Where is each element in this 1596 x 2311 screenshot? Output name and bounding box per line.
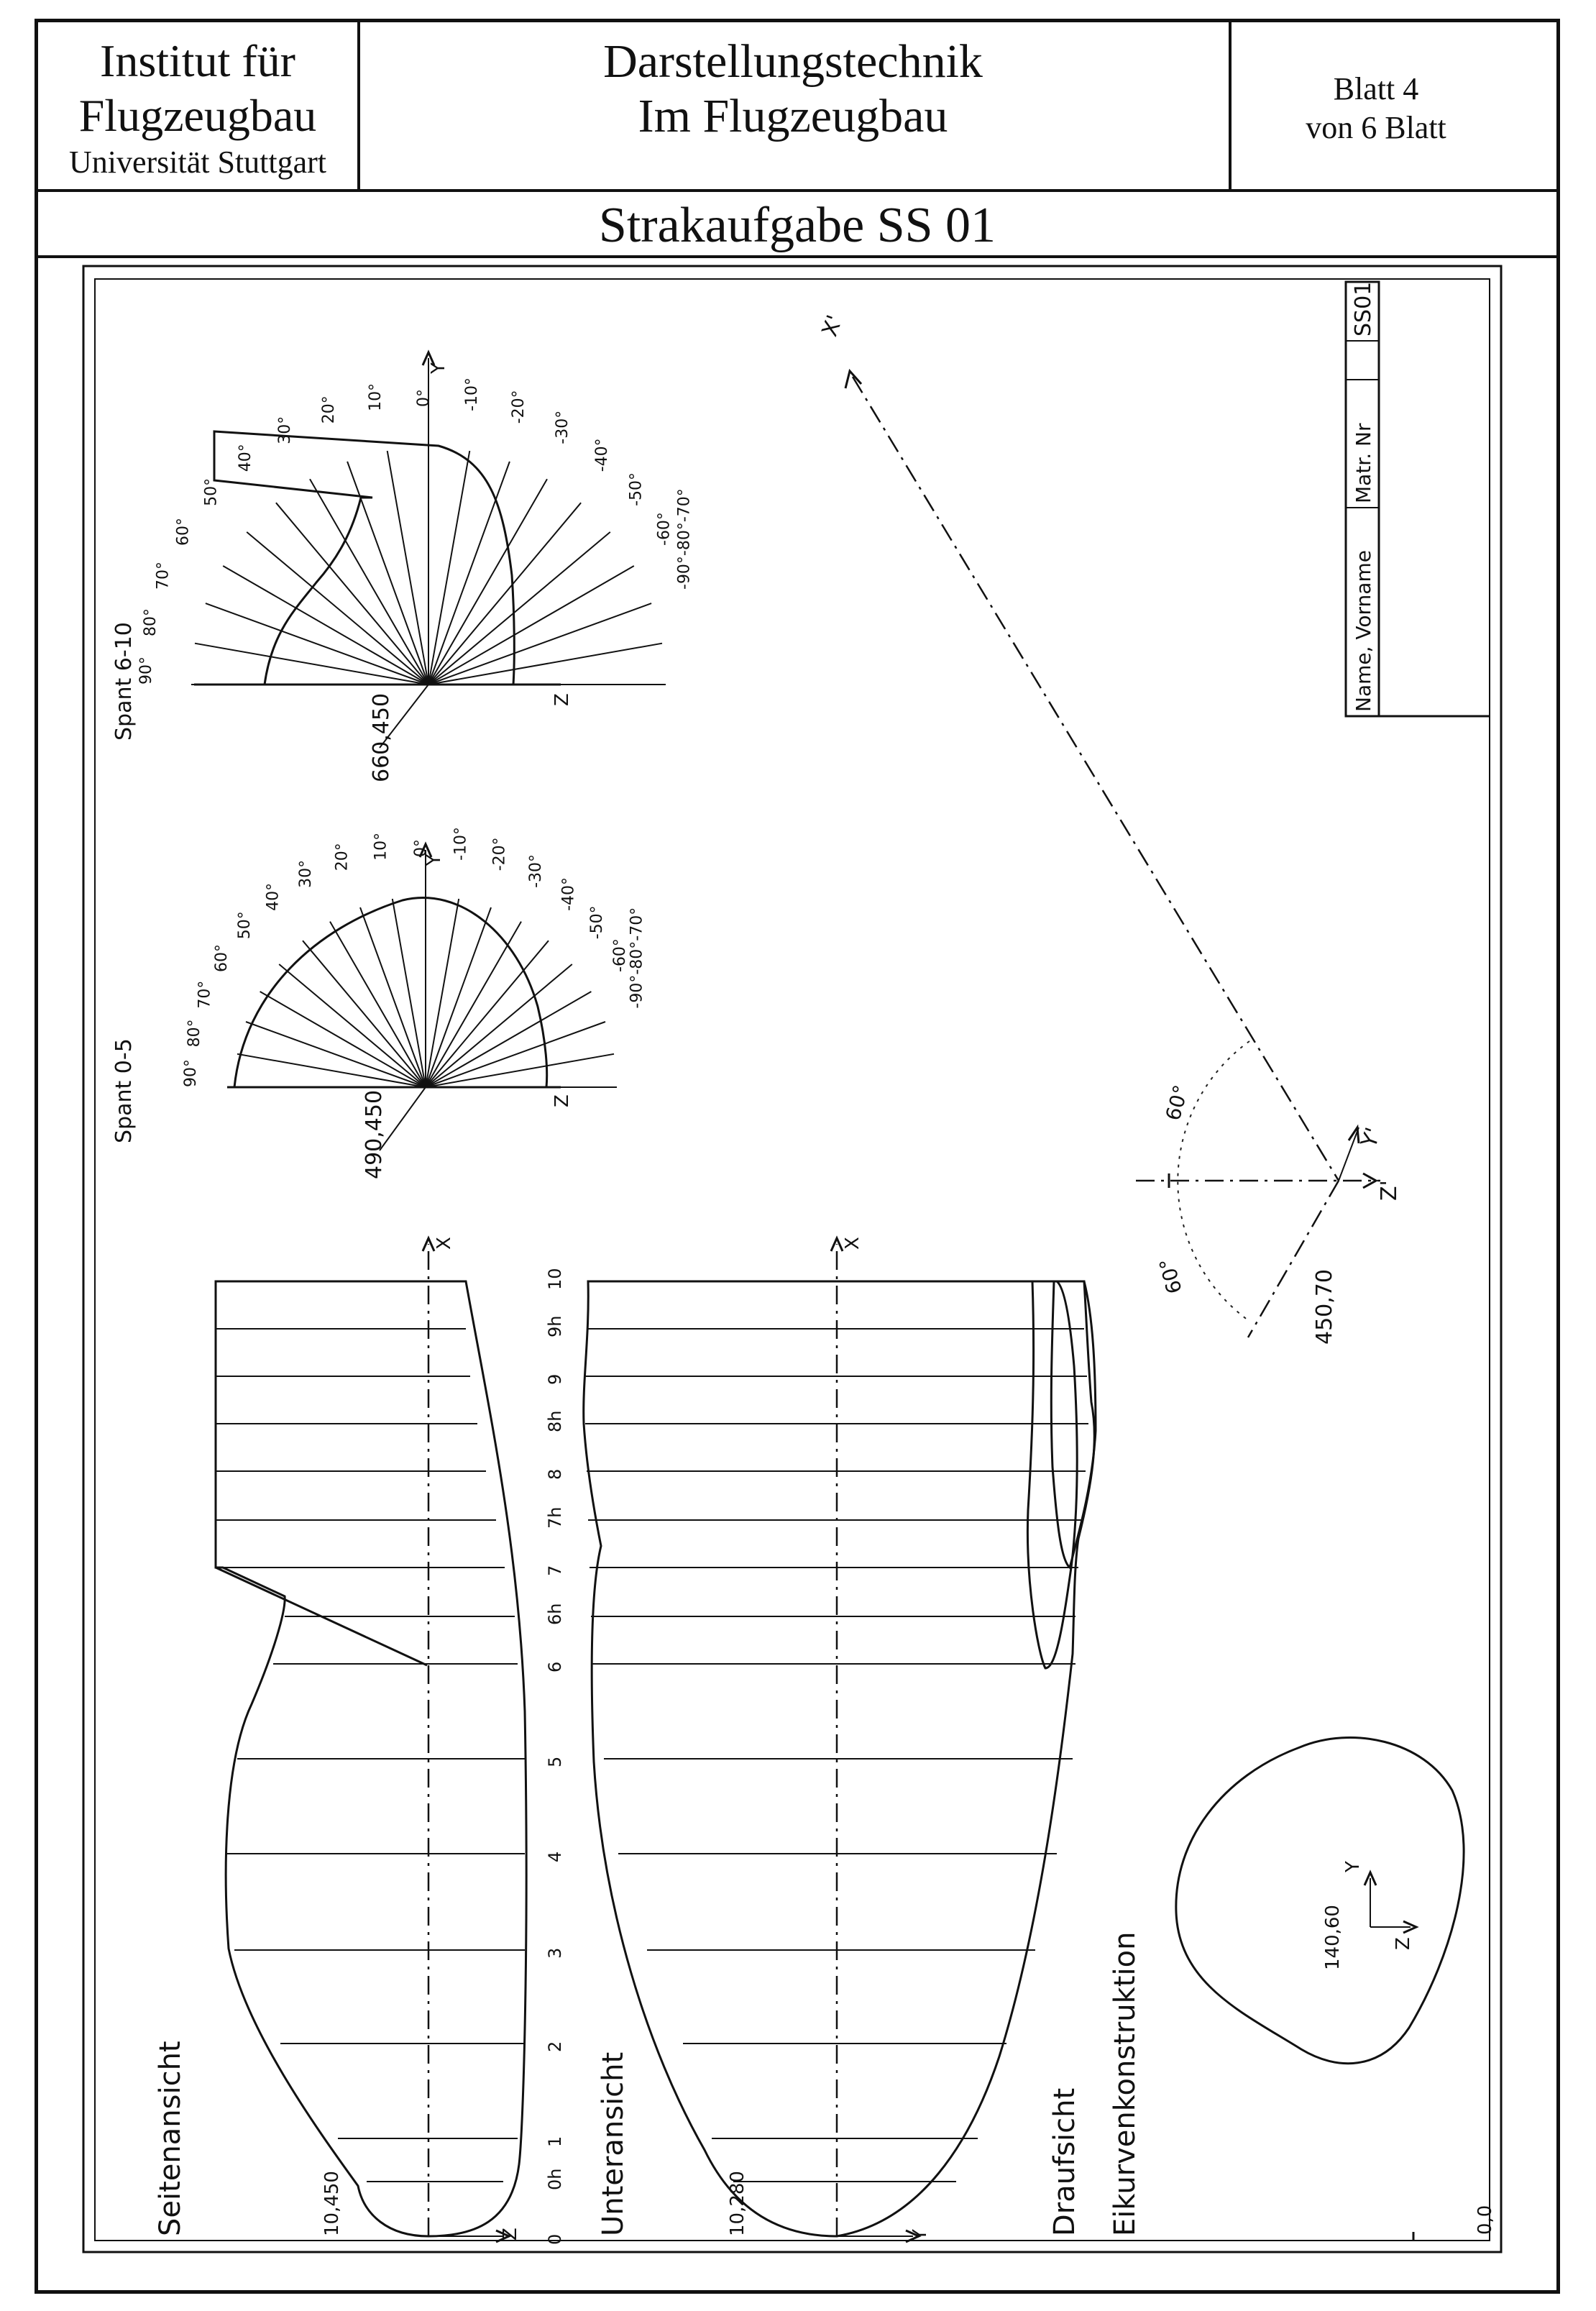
station-label: 7 (545, 1565, 565, 1576)
ellipse-construction-label: Eikurvenkonstruktion (1109, 1931, 1142, 2236)
origin-corner-label: 0,0 (1475, 2205, 1496, 2235)
station-label: 9 (545, 1373, 565, 1385)
course-title: Darstellungstechnik (603, 35, 983, 88)
axis-origin-label: 450,70 (1312, 1269, 1337, 1345)
angle-label: 80° (185, 1019, 203, 1048)
angle-label: -20° (510, 390, 528, 424)
station-label: 0h (545, 2168, 565, 2190)
angle-label: -60° (611, 938, 630, 972)
angle-label: 50° (202, 477, 221, 506)
axis-y-label: Y (428, 362, 449, 374)
angle-label: -40° (593, 438, 612, 472)
angle-label: 90° (137, 656, 155, 685)
top-view-label: Draufsicht (1048, 2087, 1081, 2236)
axis-y-label: Y (423, 854, 445, 866)
angle-label: 40° (236, 444, 254, 472)
egg-curve (1176, 1738, 1464, 2064)
angle-label: 50° (235, 911, 254, 940)
bottom-view (584, 1237, 1142, 2242)
angle-label: 30° (297, 859, 315, 888)
axis-x-label: X (842, 1237, 863, 1250)
university-name: Universität Stuttgart (68, 145, 327, 180)
station-labels (545, 1268, 565, 2245)
station-label: 5 (545, 1756, 565, 1767)
side-view-label: Seitenansicht (154, 2041, 187, 2236)
course-title: Im Flugzeugbau (638, 90, 948, 142)
bottom-view-origin: 10,280 (727, 2171, 748, 2236)
angle-label: 30° (276, 416, 294, 444)
axis-z-prime-label: Z' (1377, 1180, 1402, 1201)
angle-label: -90°-80°-70° (628, 907, 646, 1009)
station-label: 8h (545, 1410, 565, 1432)
axis-z-label: Z (551, 693, 573, 706)
angle-label: 20° (320, 395, 338, 424)
axis-y-prime-label: Y' (1356, 1124, 1387, 1151)
station-label: 2 (545, 2041, 565, 2052)
egg-origin-label: 140,60 (1322, 1905, 1344, 1970)
angle-label: 90° (182, 1059, 200, 1087)
angle-label: 0° (412, 839, 430, 857)
angle-label: -40° (559, 877, 578, 911)
institute-name: Institut für (100, 35, 295, 86)
matr-field-label: Matr. Nr (1352, 423, 1375, 503)
angle-label: 10° (372, 832, 390, 861)
bottom-view-label: Unteransicht (597, 2051, 630, 2236)
angle-bottom-label: 60° (1155, 1255, 1187, 1296)
angle-label: 40° (264, 882, 283, 911)
station-label: 6h (545, 1603, 565, 1625)
station-label: 6 (545, 1661, 565, 1672)
angle-label: -90°-80°-70° (675, 488, 694, 590)
station-label: 4 (545, 1851, 565, 1862)
angle-label: 10° (367, 383, 385, 411)
station-label: 10 (545, 1268, 565, 1290)
sheet-number: Blatt 4 (1333, 71, 1419, 106)
angle-label: -10° (451, 826, 470, 861)
angle-label: -10° (463, 377, 481, 411)
axis-z-label: Z (500, 2228, 521, 2241)
angle-label: 70° (196, 980, 214, 1009)
station-label: 9h (545, 1315, 565, 1337)
institute-name: Flugzeugbau (78, 90, 317, 141)
station-label: 1 (545, 2136, 565, 2147)
spant-upper-rosette (111, 352, 694, 782)
angle-label: -30° (527, 854, 545, 888)
name-box (1346, 282, 1490, 716)
axis-y-label: Y (1342, 1861, 1364, 1872)
spant-upper-label: Spant 6-10 (111, 622, 137, 741)
angle-label: 80° (141, 608, 160, 636)
axis-y-label: Y (909, 2229, 931, 2241)
angle-label: 0° (415, 389, 433, 407)
station-label: 0 (545, 2233, 565, 2245)
angle-label: -60° (655, 512, 674, 546)
spant-lower-rosette (111, 827, 646, 1179)
angle-label: -50° (627, 472, 646, 506)
semester-code: SS01 (1351, 281, 1376, 337)
axis-z-label: Z (1393, 1937, 1414, 1950)
sheet-count: von 6 Blatt (1306, 110, 1446, 145)
station-label: 7h (545, 1506, 565, 1529)
name-field-label: Name, Vorname (1352, 550, 1375, 712)
spant-lower-origin: 490,450 (362, 1089, 387, 1179)
axis-x-label: X (434, 1237, 455, 1250)
angle-label: -20° (490, 837, 509, 871)
task-title: Strakaufgabe SS 01 (598, 198, 996, 253)
axis-x-prime-label: X' (817, 311, 848, 340)
side-view (154, 1237, 526, 2242)
angle-label: 60° (212, 944, 231, 972)
spant-lower-label: Spant 0-5 (111, 1038, 137, 1143)
station-label: 8 (545, 1468, 565, 1480)
drawing-frame-inner (95, 279, 1490, 2241)
station-label: 3 (545, 1947, 565, 1959)
angle-label: -50° (588, 905, 607, 940)
angle-label: -30° (554, 410, 572, 444)
spant-upper-origin: 660,450 (369, 692, 394, 782)
angle-top-label: 60° (1160, 1082, 1193, 1123)
side-view-origin: 10,450 (321, 2171, 343, 2236)
angle-label: 20° (333, 843, 352, 871)
axis-z-label: Z (551, 1094, 573, 1107)
axis-system (817, 312, 1402, 1345)
angle-label: 60° (174, 518, 193, 546)
drawing-frame-outer (83, 266, 1501, 2252)
angle-label: 70° (154, 562, 173, 590)
